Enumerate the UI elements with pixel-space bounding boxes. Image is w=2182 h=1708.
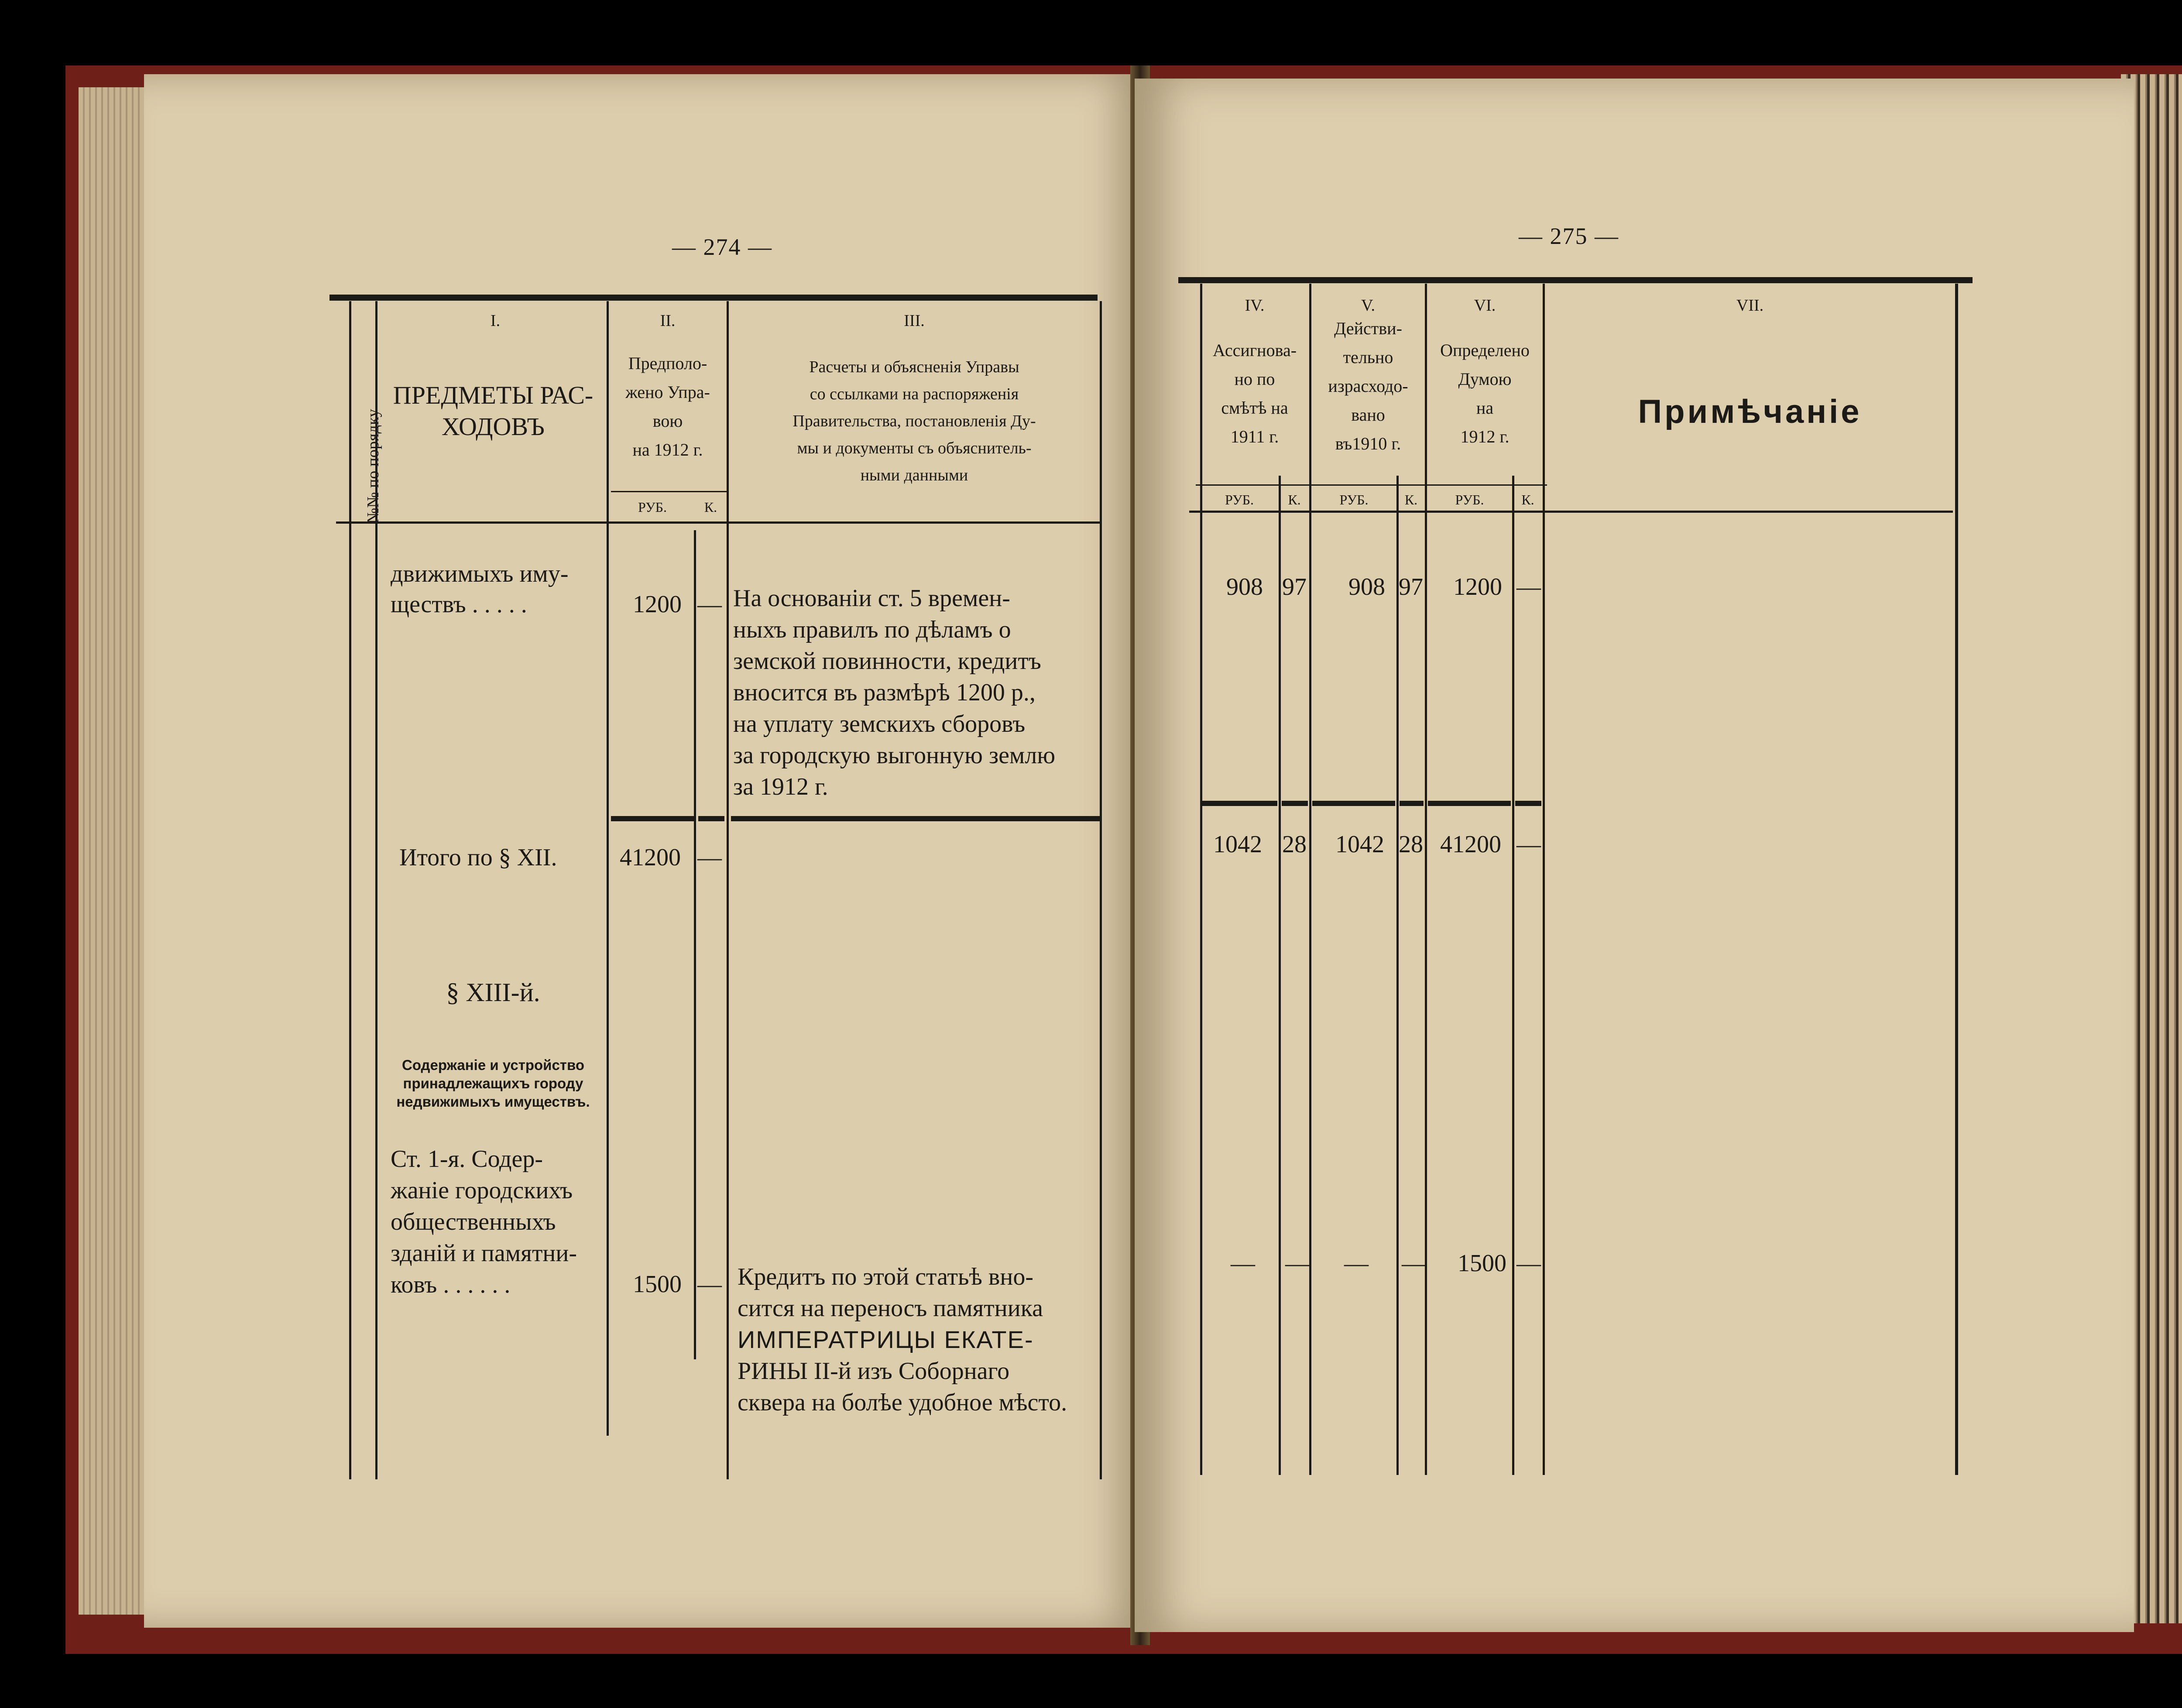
- total-rule: [1400, 801, 1424, 806]
- page-number: — 274 —: [672, 234, 772, 260]
- total-col5-kop: 28: [1399, 831, 1423, 858]
- column-divider: [1955, 284, 1958, 1475]
- col5-units-kop: К.: [1404, 492, 1418, 508]
- total-col4-rub: 1042: [1213, 831, 1262, 858]
- total-rule: [611, 816, 694, 821]
- col4-units-kop: К.: [1288, 492, 1301, 508]
- order-column-label: №№ по порядку: [364, 409, 382, 524]
- total-rule: [731, 816, 1100, 821]
- col7-title: Примѣчаніе: [1638, 393, 1862, 430]
- col2-number: II.: [660, 312, 676, 330]
- section-title: § XIII-й.: [446, 978, 540, 1007]
- row2-col6-kop: —: [1516, 1250, 1541, 1277]
- col4-title: Ассигнова- но по смѣтѣ на 1911 г.: [1212, 340, 1297, 446]
- col2-units-kop: К.: [704, 499, 717, 515]
- row1-amount: 1200: [633, 591, 682, 618]
- col1-number: I.: [490, 312, 501, 330]
- total-rule: [1312, 801, 1395, 806]
- right-page: [1135, 79, 2134, 1632]
- row2-note: Кредитъ по этой статьѣ вно- сится на переносъ памятника ИМПЕРАТРИЦЫ ЕКАТЕ- РИНЫ II-й изъ Соборнаго сквера на болѣе удобное мѣсто.: [738, 1263, 1067, 1416]
- total-col5-rub: 1042: [1335, 831, 1384, 858]
- col7-number: VII.: [1736, 296, 1764, 315]
- col4-units-rub: РУБ.: [1225, 492, 1254, 508]
- col3-number: III.: [904, 312, 925, 330]
- row2-col5-rub: —: [1344, 1250, 1369, 1277]
- total-rule: [1282, 801, 1308, 806]
- row1-kop: —: [697, 591, 722, 618]
- column-divider: [1512, 476, 1514, 1475]
- row1-col5-kop: 97: [1399, 573, 1423, 600]
- row2-kop: —: [697, 1271, 722, 1298]
- row1-col5-rub: 908: [1348, 573, 1385, 600]
- row1-item: движимыхъ иму- ществъ . . . . .: [391, 560, 569, 618]
- column-divider: [1396, 476, 1399, 1475]
- col5-units-rub: РУБ.: [1339, 492, 1369, 508]
- row2-col6-rub: 1500: [1458, 1250, 1506, 1277]
- row2-amount: 1500: [633, 1271, 682, 1298]
- col3-title: Расчеты и объясненія Управы со ссылками на распоряженія Правительства, постановленія Ду- мы и документы съ объяснитель- ными данными: [793, 358, 1036, 484]
- total-rule: [1428, 801, 1511, 806]
- total-rule: [1202, 801, 1277, 806]
- row2-col4-rub: —: [1231, 1250, 1255, 1277]
- col2-title: Предполо- жено Упра- вою на 1912 г.: [625, 353, 710, 460]
- section-subtitle: Содержаніе и устройство принадлежащихъ городу недвижимыхъ имуществъ.: [396, 1057, 590, 1110]
- row1-note: На основаніи ст. 5 времен- ныхъ правилъ по дѣламъ о земской повинности, кредитъ вносится въ размѣрѣ 1200 р., на уплату земскихъ сборовъ за городскую выгонную землю за 1912 г.: [733, 585, 1056, 800]
- column-divider: [1425, 284, 1427, 1475]
- total-col4-kop: 28: [1282, 831, 1307, 858]
- units-rule: [611, 491, 727, 492]
- total-rule: [698, 816, 724, 821]
- col6-units-kop: К.: [1521, 492, 1534, 508]
- total-label: Итого по § XII.: [399, 844, 557, 871]
- column-divider: [607, 301, 609, 1436]
- header-bottom-rule: [336, 521, 1100, 524]
- units-rule: [1196, 484, 1547, 486]
- table-top-rule: [329, 295, 1098, 301]
- col5-title: Действи- тельно израсходо- вано въ1910 г.: [1328, 319, 1408, 453]
- table-top-rule: [1178, 277, 1973, 283]
- column-divider: [1543, 284, 1545, 1475]
- column-divider: [694, 530, 696, 1359]
- row1-col4-kop: 97: [1282, 573, 1307, 600]
- row2-col4-kop: —: [1285, 1250, 1310, 1277]
- column-divider: [349, 301, 351, 1479]
- left-page: [144, 74, 1143, 1628]
- column-divider: [1309, 284, 1311, 1475]
- total-col6-kop: —: [1516, 831, 1541, 858]
- column-divider: [1100, 301, 1102, 1479]
- col6-number: VI.: [1474, 296, 1496, 315]
- row1-col4-rub: 908: [1226, 573, 1263, 600]
- row1-col6-rub: 1200: [1453, 573, 1502, 600]
- column-divider: [1200, 284, 1202, 1475]
- row2-item: Ст. 1-я. Содер- жаніе городскихъ общественныхъ зданій и памятни- ковъ . . . . . .: [391, 1146, 577, 1298]
- col2-units-rub: РУБ.: [638, 499, 667, 515]
- row2-col5-kop: —: [1402, 1250, 1426, 1277]
- col4-number: IV.: [1245, 296, 1265, 315]
- col6-title: Определено Думою на 1912 г.: [1440, 340, 1530, 446]
- column-divider: [1279, 476, 1281, 1475]
- total-col6-rub: 41200: [1440, 831, 1501, 858]
- row1-col6-kop: —: [1516, 573, 1541, 600]
- total-kop: —: [697, 844, 722, 871]
- total-rule: [1515, 801, 1541, 806]
- col6-units-rub: РУБ.: [1455, 492, 1484, 508]
- total-amount: 41200: [620, 844, 681, 871]
- col5-number: V.: [1361, 296, 1376, 315]
- page-number: — 275 —: [1519, 223, 1619, 249]
- col1-title: ПРЕДМЕТЫ РАС- ХОДОВЪ: [393, 381, 594, 441]
